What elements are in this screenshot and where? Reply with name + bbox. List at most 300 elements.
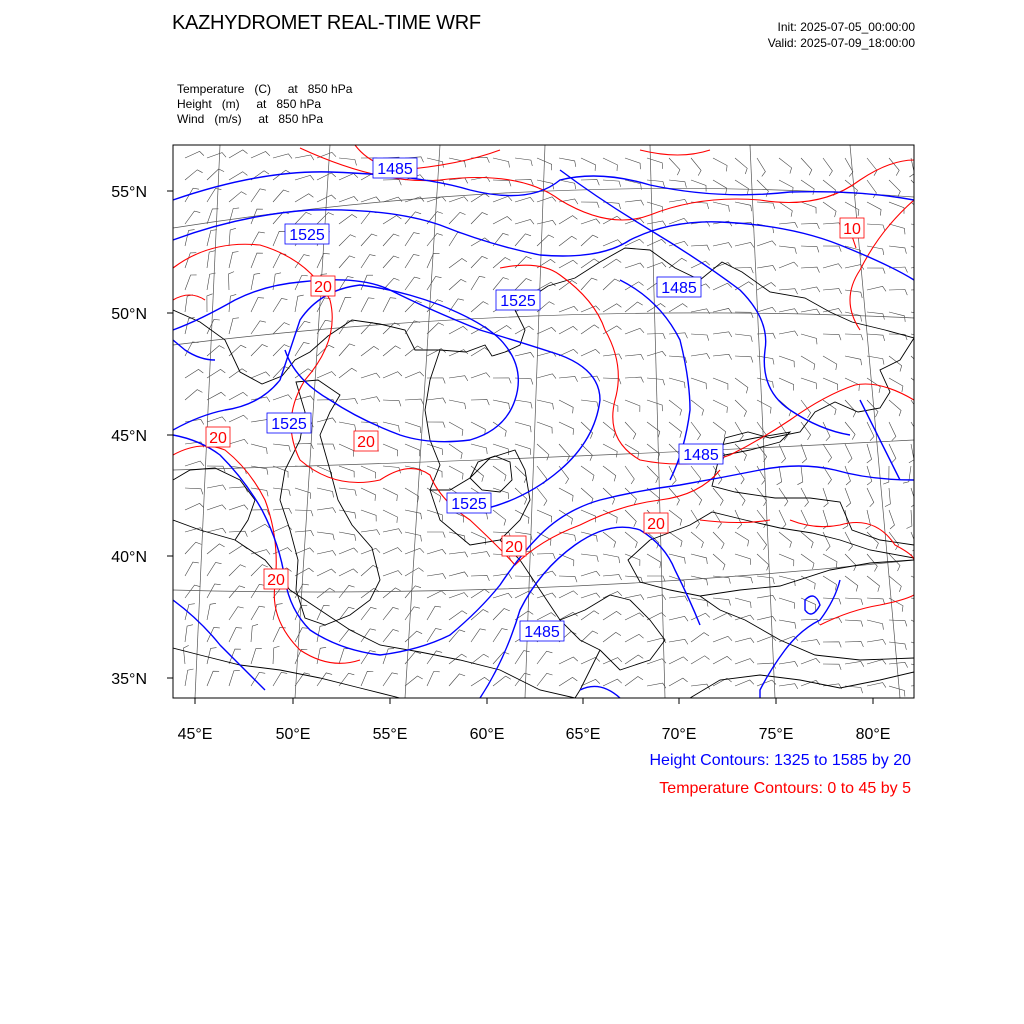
wind-barb <box>757 616 776 621</box>
wind-barb <box>317 532 334 540</box>
wind-barb <box>911 356 922 373</box>
field-height: Height (m) at 850 hPa <box>177 97 322 111</box>
wind-barb <box>603 679 622 686</box>
wind-barb <box>185 151 204 158</box>
wind-barb <box>867 444 872 463</box>
wind-barb <box>625 613 644 620</box>
temperature-label <box>502 536 526 556</box>
wind-barb <box>911 488 916 507</box>
wind-barb <box>757 576 774 584</box>
wind-barb <box>603 259 621 268</box>
wind-barb <box>647 576 665 582</box>
wind-barb <box>493 676 511 686</box>
wind-barb <box>845 422 855 440</box>
wind-barb <box>581 657 600 664</box>
wind-barb <box>801 334 817 344</box>
wind-barb <box>427 398 446 403</box>
svg-text:1485: 1485 <box>683 447 719 464</box>
wind-barb <box>735 554 751 565</box>
wind-barb <box>867 268 885 274</box>
wind-barb <box>207 153 226 158</box>
wind-barb <box>691 633 709 642</box>
temperature-contour-legend: Temperature Contours: 0 to 45 by 5 <box>659 780 911 797</box>
wind-barb <box>427 606 441 620</box>
wind-barb <box>911 312 927 322</box>
wind-barb <box>801 598 816 611</box>
wind-barb <box>823 422 830 441</box>
wind-barb <box>273 254 286 268</box>
wind-barb <box>229 628 242 642</box>
wind-barb <box>427 444 443 455</box>
wind-barb <box>405 586 421 598</box>
wind-barb <box>801 309 820 314</box>
wind-barb <box>295 396 314 401</box>
wind-barb <box>669 400 682 416</box>
wind-barb <box>537 510 552 522</box>
wind-barb <box>295 194 313 202</box>
wind-barb <box>471 677 489 686</box>
wind-barb <box>515 220 534 225</box>
wind-barb <box>207 671 219 686</box>
wind-barb <box>713 636 732 642</box>
wind-barb <box>471 373 490 378</box>
wind-barb <box>361 548 380 554</box>
wind-barb <box>559 466 569 484</box>
wind-barb <box>845 356 862 365</box>
wind-barb <box>779 598 795 609</box>
wind-barb <box>207 392 226 400</box>
wind-barb <box>845 488 851 507</box>
wind-barb <box>625 328 644 334</box>
wind-barb <box>777 466 782 485</box>
wind-barb <box>427 532 445 538</box>
wind-barb <box>251 189 266 202</box>
wind-barb <box>251 321 266 334</box>
wind-barb <box>537 651 552 664</box>
temperature-label <box>644 513 668 533</box>
height-contours <box>173 170 914 700</box>
wind-barb <box>449 611 467 620</box>
wind-barb <box>691 532 703 548</box>
wind-barb <box>339 466 354 477</box>
wind-barb <box>339 368 357 378</box>
wind-barb <box>229 228 236 246</box>
wind-barb <box>669 510 682 526</box>
lat-label: 45°N <box>111 428 147 445</box>
wind-barb <box>779 262 798 268</box>
wind-barb <box>757 532 767 550</box>
wind-barb <box>185 318 195 334</box>
wind-barb <box>669 304 687 312</box>
wind-barb <box>581 259 599 268</box>
wind-barb <box>889 532 899 550</box>
field-temperature: Temperature (C) at 850 hPa <box>177 82 353 96</box>
wind-barb <box>801 158 812 175</box>
wind-barb <box>185 669 194 686</box>
wind-barb <box>427 672 440 687</box>
wind-barb <box>889 620 907 626</box>
wind-barb <box>405 277 420 290</box>
wind-barb <box>845 444 852 463</box>
wind-barb <box>339 297 351 312</box>
wind-barb <box>207 505 226 510</box>
wind-barb <box>559 591 578 598</box>
wind-barb <box>691 684 710 689</box>
wind-barb <box>449 654 467 664</box>
lat-label: 40°N <box>111 549 147 566</box>
wind-barb <box>889 224 905 234</box>
wind-barb <box>383 400 401 406</box>
wind-barb <box>317 551 336 556</box>
wind-barb <box>471 444 487 454</box>
wind-barb <box>757 241 776 246</box>
wind-barb <box>493 510 506 526</box>
wind-barb <box>273 672 287 686</box>
wind-barb <box>273 273 281 290</box>
wind-barb <box>449 552 468 557</box>
wind-barb <box>845 576 858 591</box>
wind-barb <box>713 532 724 549</box>
svg-text:10: 10 <box>843 221 861 238</box>
wind-barb <box>845 686 863 693</box>
wind-barb <box>845 598 863 605</box>
wind-barb <box>735 202 752 211</box>
wind-barb <box>537 327 556 334</box>
svg-text:1485: 1485 <box>524 624 560 641</box>
wind-barb <box>823 180 836 196</box>
wind-barb <box>911 400 920 418</box>
wind-barb <box>603 632 621 642</box>
wind-barb <box>757 595 776 600</box>
wind-barb <box>361 197 380 202</box>
wind-barb <box>207 294 213 312</box>
wind-barb <box>757 510 767 528</box>
wind-barb <box>493 217 512 225</box>
wind-barb <box>559 158 576 167</box>
wind-barb <box>449 233 464 247</box>
wind-barb <box>317 345 334 356</box>
wind-barb <box>911 576 925 589</box>
wind-barb <box>361 346 379 356</box>
wind-barb <box>735 334 752 342</box>
wind-barb <box>823 223 842 228</box>
wind-barb <box>757 158 765 176</box>
wind-barb <box>471 629 486 642</box>
wind-barb <box>251 510 269 516</box>
wind-barb <box>581 571 600 576</box>
wind-barb <box>251 152 270 159</box>
wind-barb <box>735 356 753 363</box>
wind-barb <box>449 630 465 642</box>
wind-barb <box>537 673 553 686</box>
wind-barb <box>229 586 245 598</box>
wind-barb <box>823 289 842 294</box>
wind-barb <box>801 180 814 195</box>
wind-barb <box>361 466 376 478</box>
wind-barb <box>647 263 666 269</box>
wind-barb <box>383 649 394 664</box>
wind-barb <box>383 234 399 246</box>
wind-barb <box>471 575 489 581</box>
wind-barb <box>251 648 262 664</box>
wind-barb <box>735 680 754 686</box>
wind-barb <box>823 202 836 217</box>
temperature-label <box>840 218 864 238</box>
wind-barb <box>471 400 489 406</box>
wind-barb <box>559 260 578 268</box>
wind-barb <box>493 400 510 409</box>
wind-barb <box>625 510 636 527</box>
wind-barb <box>383 256 399 268</box>
height-label <box>657 277 701 297</box>
wind-barb <box>383 346 401 356</box>
wind-barb <box>185 230 195 246</box>
wind-barb <box>581 376 600 381</box>
wind-barb <box>801 202 816 214</box>
wind-barb <box>515 400 532 408</box>
wind-barb <box>339 532 356 541</box>
wind-barb <box>405 233 420 246</box>
wind-barb <box>427 574 446 579</box>
wind-barb <box>515 444 531 455</box>
wind-barb <box>383 372 402 378</box>
wind-barb <box>515 234 531 246</box>
wind-barb <box>669 258 687 268</box>
wind-barb <box>559 216 577 224</box>
wind-barb <box>735 422 743 440</box>
wind-barb <box>493 378 511 384</box>
wind-barb <box>185 170 203 180</box>
wind-barb <box>603 444 617 457</box>
svg-text:20: 20 <box>505 539 523 556</box>
wind-barb <box>867 334 885 341</box>
wind-barb <box>229 565 246 576</box>
wind-barb <box>845 620 863 627</box>
wind-barb <box>493 609 510 621</box>
wind-barb <box>625 532 637 548</box>
wind-barb <box>581 278 597 290</box>
wind-barb <box>625 200 644 205</box>
wind-barb <box>713 488 723 506</box>
wind-barb <box>317 488 334 497</box>
wind-barb <box>669 158 680 175</box>
wind-barb <box>735 576 753 583</box>
wind-barb <box>229 505 248 510</box>
wind-barb <box>625 377 644 382</box>
field-wind: Wind (m/s) at 850 hPa <box>177 112 324 126</box>
wind-barb <box>471 589 489 598</box>
wind-barb <box>273 395 292 400</box>
wind-barb <box>537 197 556 202</box>
wind-barb <box>669 657 688 664</box>
wind-barb <box>317 508 336 513</box>
wind-barb <box>713 554 725 570</box>
wind-barb <box>405 255 419 269</box>
wind-barb <box>449 422 463 436</box>
wind-barb <box>647 334 665 340</box>
wind-barb <box>537 400 554 409</box>
wind-barb <box>889 378 903 392</box>
wind-barb <box>493 488 509 499</box>
wind-barb <box>647 158 663 169</box>
wind-barb <box>427 277 442 291</box>
wind-barb <box>867 532 878 549</box>
wind-barb <box>493 180 511 186</box>
svg-text:20: 20 <box>647 516 665 533</box>
wind-barb <box>339 422 356 431</box>
wind-barb <box>515 352 534 357</box>
svg-text:1525: 1525 <box>500 293 536 310</box>
wind-barb <box>207 251 215 268</box>
wind-barb <box>405 532 422 541</box>
wind-barb <box>405 422 421 433</box>
wind-barb <box>779 158 792 174</box>
wind-barb <box>339 399 358 404</box>
wind-barb <box>889 686 905 697</box>
wind-barb <box>867 639 886 644</box>
temperature-label <box>206 427 230 447</box>
wind-barb <box>229 252 239 269</box>
wind-barb <box>383 571 402 576</box>
wind-barb <box>625 263 644 268</box>
height-label <box>447 493 491 513</box>
wind-barb <box>735 598 751 608</box>
wind-barb <box>449 197 468 202</box>
wind-barb <box>823 444 832 462</box>
wind-barb <box>889 158 899 176</box>
wind-barb <box>295 155 314 160</box>
wind-barb <box>537 374 556 379</box>
wind-barb <box>185 562 199 576</box>
wind-barb <box>427 510 443 521</box>
wind-barb <box>625 302 643 312</box>
wind-barb <box>559 657 578 664</box>
lat-label: 35°N <box>111 671 147 688</box>
wind-barb <box>537 235 554 246</box>
svg-text:1485: 1485 <box>661 280 697 297</box>
wind-barb <box>603 158 617 171</box>
height-label <box>373 158 417 178</box>
lon-label: 80°E <box>855 726 891 743</box>
wind-barb <box>207 485 226 490</box>
wind-barb <box>691 554 707 564</box>
wind-barb <box>515 180 533 186</box>
wind-barb <box>471 213 488 225</box>
wind-barb <box>823 264 842 269</box>
wind-barb <box>581 554 598 562</box>
wind-barb <box>515 466 527 483</box>
wind-barb <box>493 629 508 642</box>
wind-barb <box>757 554 769 570</box>
wind-barb <box>229 415 248 422</box>
wind-barb <box>405 676 423 686</box>
lon-label: 65°E <box>565 726 601 743</box>
wind-barb <box>449 674 465 686</box>
wind-barb <box>295 295 304 312</box>
wind-barb <box>361 373 380 378</box>
wind-barb <box>867 286 886 291</box>
wind-barb <box>713 158 727 171</box>
wind-barb <box>405 488 419 502</box>
wind-barb <box>757 202 775 209</box>
wind-barb <box>713 378 728 390</box>
height-label <box>267 413 311 433</box>
wind-barb <box>207 544 225 554</box>
svg-text:20: 20 <box>267 572 285 589</box>
wind-barb <box>273 646 280 664</box>
wind-barb <box>383 588 401 598</box>
lon-label: 75°E <box>758 726 794 743</box>
wind-barb <box>779 620 796 629</box>
wind-barb <box>779 331 798 336</box>
wind-barb <box>471 422 485 435</box>
wind-barb <box>889 576 901 592</box>
wind-barb <box>515 651 530 664</box>
wind-barb <box>405 444 420 456</box>
wind-barb <box>493 278 509 290</box>
wind-barb <box>757 400 771 414</box>
wind-barb <box>383 298 396 312</box>
svg-text:20: 20 <box>314 279 332 296</box>
wind-barb <box>207 648 217 664</box>
wind-barb <box>251 550 270 555</box>
wind-barb <box>449 572 468 577</box>
wind-barb <box>427 549 446 554</box>
wind-barb <box>207 603 216 620</box>
wind-barb <box>317 173 336 180</box>
svg-text:20: 20 <box>209 430 227 447</box>
wind-barb <box>207 628 220 643</box>
wind-barb <box>823 488 828 507</box>
wind-barb <box>207 169 224 180</box>
wind-barb <box>713 332 732 337</box>
lon-label: 55°E <box>372 726 408 743</box>
wind-barb <box>823 378 838 390</box>
wind-barb <box>625 422 636 439</box>
wind-barb <box>295 212 312 224</box>
wind-barb <box>713 202 729 212</box>
wind-barb <box>889 642 906 650</box>
wind-barb <box>581 631 598 642</box>
wind-barb <box>317 254 330 269</box>
svg-text:1525: 1525 <box>451 496 487 513</box>
wind-barb <box>471 276 485 290</box>
wind-barb <box>625 488 637 505</box>
wind-barb <box>713 400 727 413</box>
wind-barb <box>251 298 264 312</box>
wind-barb <box>229 272 235 290</box>
wind-barb <box>867 683 886 688</box>
svg-text:1485: 1485 <box>377 161 413 178</box>
wind-barb <box>559 576 577 582</box>
wind-barb <box>185 211 200 224</box>
wind-barb <box>691 354 710 359</box>
wind-barb <box>801 640 820 645</box>
wind-barb <box>779 662 798 667</box>
wind-barb <box>229 172 247 180</box>
wind-barb <box>647 221 666 226</box>
wind-barb <box>207 346 225 356</box>
wind-barb <box>713 283 732 290</box>
wind-barb <box>339 569 358 576</box>
svg-text:1525: 1525 <box>271 416 307 433</box>
wind-barb <box>515 422 531 432</box>
wind-barb <box>339 256 355 268</box>
wind-barb <box>361 510 376 521</box>
wind-barb <box>911 202 923 219</box>
wind-barb <box>691 576 708 585</box>
wind-barb <box>361 322 378 334</box>
